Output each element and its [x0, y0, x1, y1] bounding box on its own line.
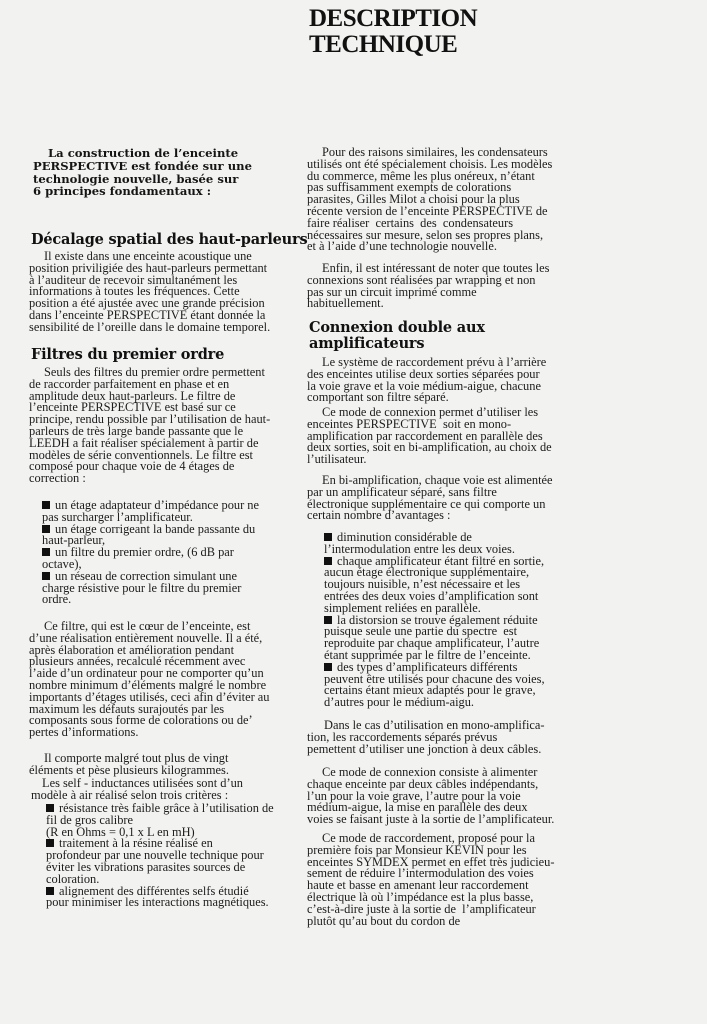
text-line: dans l’enceinte PERSPECTIVE étant donnée la: [29, 307, 266, 322]
text-line: certains étant mieux adaptés pour le grave,: [324, 683, 536, 698]
text-line: médium-aigue, la mise en parallèle des deux: [307, 800, 528, 815]
text-line: faire réaliser certains des condensateurs: [307, 215, 514, 230]
text-line: nécessaires sur mesure, selon ses propres plans,: [307, 227, 544, 242]
paragraph-mono-amplification: [307, 720, 545, 755]
text-line: éléments et pèse plusieurs kilogrammes.: [29, 762, 229, 777]
paragraph-filtre-coeur: [29, 621, 270, 739]
text-line: position a été ajustée avec une grande précision: [29, 296, 265, 311]
text-line: maximum les défauts surajoutés par les: [29, 701, 225, 716]
text-line: peuvent être utilisés pour chacune des voies,: [324, 671, 545, 686]
text-line: pas suffisamment exempts de colorations: [307, 180, 512, 195]
text-line: ordre.: [42, 592, 72, 607]
square-bullet-icon: [46, 804, 54, 812]
heading-decalage: Décalage spatial des haut-parleurs: [31, 231, 308, 248]
text-line: reproduite par chaque amplificateur, l’autre: [324, 636, 540, 651]
text-line: un réseau de correction simulant une: [55, 568, 238, 583]
text-line: Ce filtre, qui est le cœur de l’enceinte, est: [44, 619, 251, 633]
text-line: à l’auditeur de recevoir simultanément les: [29, 272, 238, 287]
text-line: comportant son filtre séparé.: [307, 390, 449, 405]
intro-lead: [33, 147, 252, 198]
paragraph-raccordement: [307, 357, 546, 404]
text-line: traitement à la résine réalisé en: [59, 836, 213, 851]
text-line: d’autres pour le médium-aigu.: [324, 695, 475, 710]
text-line: haut-parleur,: [42, 533, 106, 548]
text-line: Seuls des filtres du premier ordre permettent: [44, 365, 265, 379]
text-line: Le système de raccordement prévu à l’arrière: [322, 355, 547, 369]
text-line: profondeur par une nouvelle technique pour: [46, 848, 264, 863]
text-line: des types d’amplificateurs différents: [337, 659, 518, 674]
page-title: [309, 6, 477, 58]
square-bullet-icon: [46, 887, 54, 895]
text-line: entrées des deux voies d’amplification sont: [324, 588, 539, 603]
text-line: correction :: [29, 471, 86, 486]
text-line: informations à toutes les fréquences. Cette: [29, 284, 240, 299]
square-bullet-icon: [42, 548, 50, 556]
text-line: l’enceinte PERSPECTIVE est basé sur ce: [29, 400, 236, 415]
text-line: simplement reliées en parallèle.: [324, 600, 481, 615]
text-line: chaque enceinte par deux câbles indépendants,: [307, 776, 539, 791]
text-line: la distorsion se trouve également réduite: [337, 612, 538, 627]
heading-filtres: Filtres du premier ordre: [31, 346, 225, 363]
intro-line: 6 principes fondamentaux :: [33, 184, 212, 199]
text-line: (R en Ohms = 0,1 x L en mH): [46, 824, 195, 839]
text-line: nombre minimum d’éléments malgré le nombre: [29, 677, 267, 692]
text-line: plutôt qu’au bout du cordon de: [307, 913, 461, 928]
text-line: Pour des raisons similaires, les condensateurs: [322, 145, 548, 159]
text-line: haute et basse en amenant leur raccordement: [307, 878, 529, 893]
title-line: TECHNIQUE: [309, 31, 458, 58]
text-line: Enfin, il est intéressant de noter que toutes les: [322, 261, 550, 275]
text-line: Dans le cas d’utilisation en mono-amplifica-: [324, 718, 545, 732]
text-line: étant supprimée par le filtre de l’enceinte.: [324, 647, 531, 662]
text-line: utilisés ont été spécialement choisis. Les modèles: [307, 156, 553, 171]
text-line: enceintes SYMDEX permet en effet très judicieu-: [307, 854, 555, 869]
text-line: l’aide d’un ordinateur pour ne comporter qu’un: [29, 666, 264, 681]
intro-line: technologie nouvelle, basée sur: [33, 171, 239, 186]
bullet-list-filter-stages: [29, 500, 259, 606]
text-line: deux sorties, soit en bi-amplification, au choix de: [307, 440, 552, 455]
text-line: composants sous forme de colorations ou de’: [29, 713, 253, 728]
text-line: l’utilisateur.: [307, 452, 367, 467]
text-line: et à l’aide d’une technologie nouvelle.: [307, 239, 497, 254]
text-line: l’un pour la voie grave, l’autre pour la voie: [307, 788, 521, 803]
text-line: Ce mode de connexion consiste à alimenter: [322, 765, 538, 779]
intro-line: La construction de l’enceinte: [48, 146, 239, 160]
bullet-list-self-criteria: [33, 803, 274, 909]
text-line: octave),: [42, 556, 82, 571]
text-line: modèles de série conventionnels. Le filtre est: [29, 447, 253, 462]
text-line: la voie grave et la voie médium-aigue, chacune: [307, 378, 541, 393]
text-line: première fois par Monsieur KEVIN pour les: [307, 842, 527, 857]
text-line: sement de réduire l’intermodulation des voies: [307, 866, 534, 881]
paragraph-decalage: [29, 251, 270, 334]
text-line: toujours nuisible, n’est nécessaire et les: [324, 577, 521, 592]
square-bullet-icon: [42, 501, 50, 509]
paragraph-mode-connexion: [307, 407, 552, 466]
text-line: tion, les raccordements séparés prévus: [307, 729, 498, 744]
text-line: fil de gros calibre: [46, 812, 134, 827]
text-line: principe, rendu possible par l’utilisation de haut-: [29, 412, 271, 427]
text-line: pas sur un circuit imprimé comme: [307, 284, 477, 299]
text-line: voies se faisant juste à la sortie de l’amplificateur.: [307, 812, 555, 827]
text-line: habituellement.: [307, 296, 384, 311]
text-line: sensibilité de l’oreille dans le domaine temporel.: [29, 319, 271, 334]
square-bullet-icon: [46, 839, 54, 847]
text-line: pertes d’informations.: [29, 725, 139, 740]
text-line: d’une réalisation entièrement nouvelle. Il a été,: [29, 630, 263, 645]
text-line: un étage adaptateur d’impédance pour ne: [55, 498, 260, 512]
text-line: amplitude deux haut-parleurs. Le filtre de: [29, 388, 236, 403]
heading-line: amplificateurs: [309, 335, 425, 352]
text-line: parasites, Gilles Milot a choisi pour la plus: [307, 192, 520, 207]
paragraph-self-inductances: [31, 778, 243, 802]
text-line: enceintes PERSPECTIVE soit en mono-: [307, 416, 512, 431]
square-bullet-icon: [324, 616, 332, 624]
text-line: puisque seule une partie du spectre est: [324, 624, 518, 639]
text-line: LEEDH a fait réaliser spécialement à partir de: [29, 435, 259, 450]
text-line: éviter les vibrations parasites sources de: [46, 859, 246, 874]
paragraph-wrapping: [307, 263, 549, 310]
text-line: pemettent d’utiliser une jonction à deux câbles.: [307, 741, 542, 756]
paragraph-bi-amplification: [307, 475, 553, 522]
text-line: Ce mode de raccordement, proposé pour la: [322, 831, 535, 845]
text-line: Les self - inductances utilisées sont d’un: [42, 776, 243, 790]
square-bullet-icon: [324, 557, 332, 565]
text-line: électronique supplémentaire ce qui comporte un: [307, 496, 546, 511]
text-line: électrique là où l’impédance est la plus basse,: [307, 889, 534, 904]
paragraph-condensateurs: [307, 147, 552, 253]
heading-line: Connexion double aux: [309, 319, 485, 336]
text-line: récente version de l’enceinte PERSPECTIVE de: [307, 203, 548, 218]
text-line: du commerce, même les plus onéreux, n’étant: [307, 168, 535, 183]
square-bullet-icon: [42, 525, 50, 533]
text-line: certain nombre d’avantages :: [307, 508, 451, 523]
text-line: position priviligiée des haut-parleurs permettant: [29, 260, 268, 275]
text-line: de raccorder parfaitement en phase et en: [29, 376, 230, 391]
text-line: modèle à air réalisé selon trois critères :: [31, 787, 229, 802]
square-bullet-icon: [324, 663, 332, 671]
paragraph-elements: [29, 753, 229, 777]
text-line: alignement des différentes selfs étudié: [59, 883, 249, 898]
paragraph-filtres: [29, 367, 270, 485]
text-line: après élaboration et amélioration pendant: [29, 642, 235, 657]
paragraph-kevin-symdex: [307, 833, 555, 927]
text-line: connexions sont réalisées par wrapping et non: [307, 272, 536, 287]
text-line: En bi-amplification, chaque voie est alimentée: [322, 473, 553, 487]
paragraph-deux-cables: [307, 767, 554, 826]
text-line: résistance très faible grâce à l’utilisation de: [59, 801, 274, 815]
text-line: coloration.: [46, 871, 100, 886]
text-line: Ce mode de connexion permet d’utiliser les: [322, 405, 539, 419]
text-line: des enceintes utilise deux sorties séparées pour: [307, 366, 540, 381]
text-line: pas surcharger l’amplificateur.: [42, 509, 193, 524]
text-line: l’intermodulation entre les deux voies.: [324, 541, 515, 556]
text-line: un étage corrigeant la bande passante du: [55, 521, 256, 536]
text-line: importants d’étages utilisés, ceci afin d’éviter au: [29, 689, 270, 704]
heading-connexion: [309, 320, 485, 352]
text-line: amplification par raccordement en parallèle des: [307, 428, 543, 443]
square-bullet-icon: [42, 572, 50, 580]
text-line: aucun étage électronique supplémentaire,: [324, 565, 530, 580]
text-line: chaque amplificateur étant filtré en sortie,: [337, 553, 545, 568]
text-line: Il comporte malgré tout plus de vingt: [44, 751, 229, 765]
text-line: c’est-à-dire juste à la sortie de l’amplificateur: [307, 901, 536, 916]
intro-line: PERSPECTIVE est fondée sur une: [33, 158, 252, 173]
title-line: DESCRIPTION: [309, 5, 478, 32]
text-line: pour minimiser les interactions magnétiques.: [46, 895, 269, 910]
text-line: parleurs de très large bande passante que le: [29, 423, 244, 438]
text-line: charge résistive pour le filtre du premier: [42, 580, 242, 595]
text-line: par un amplificateur séparé, sans filtre: [307, 484, 497, 499]
bullet-list-avantages: [311, 532, 545, 709]
square-bullet-icon: [324, 533, 332, 541]
text-line: composé pour chaque voie de 4 étages de: [29, 459, 235, 474]
text-line: Il existe dans une enceinte acoustique une: [44, 249, 252, 263]
text-line: diminution considérable de: [337, 530, 472, 544]
text-line: plusieurs années, recalculé récemment avec: [29, 654, 246, 669]
text-line: un filtre du premier ordre, (6 dB par: [55, 545, 234, 560]
